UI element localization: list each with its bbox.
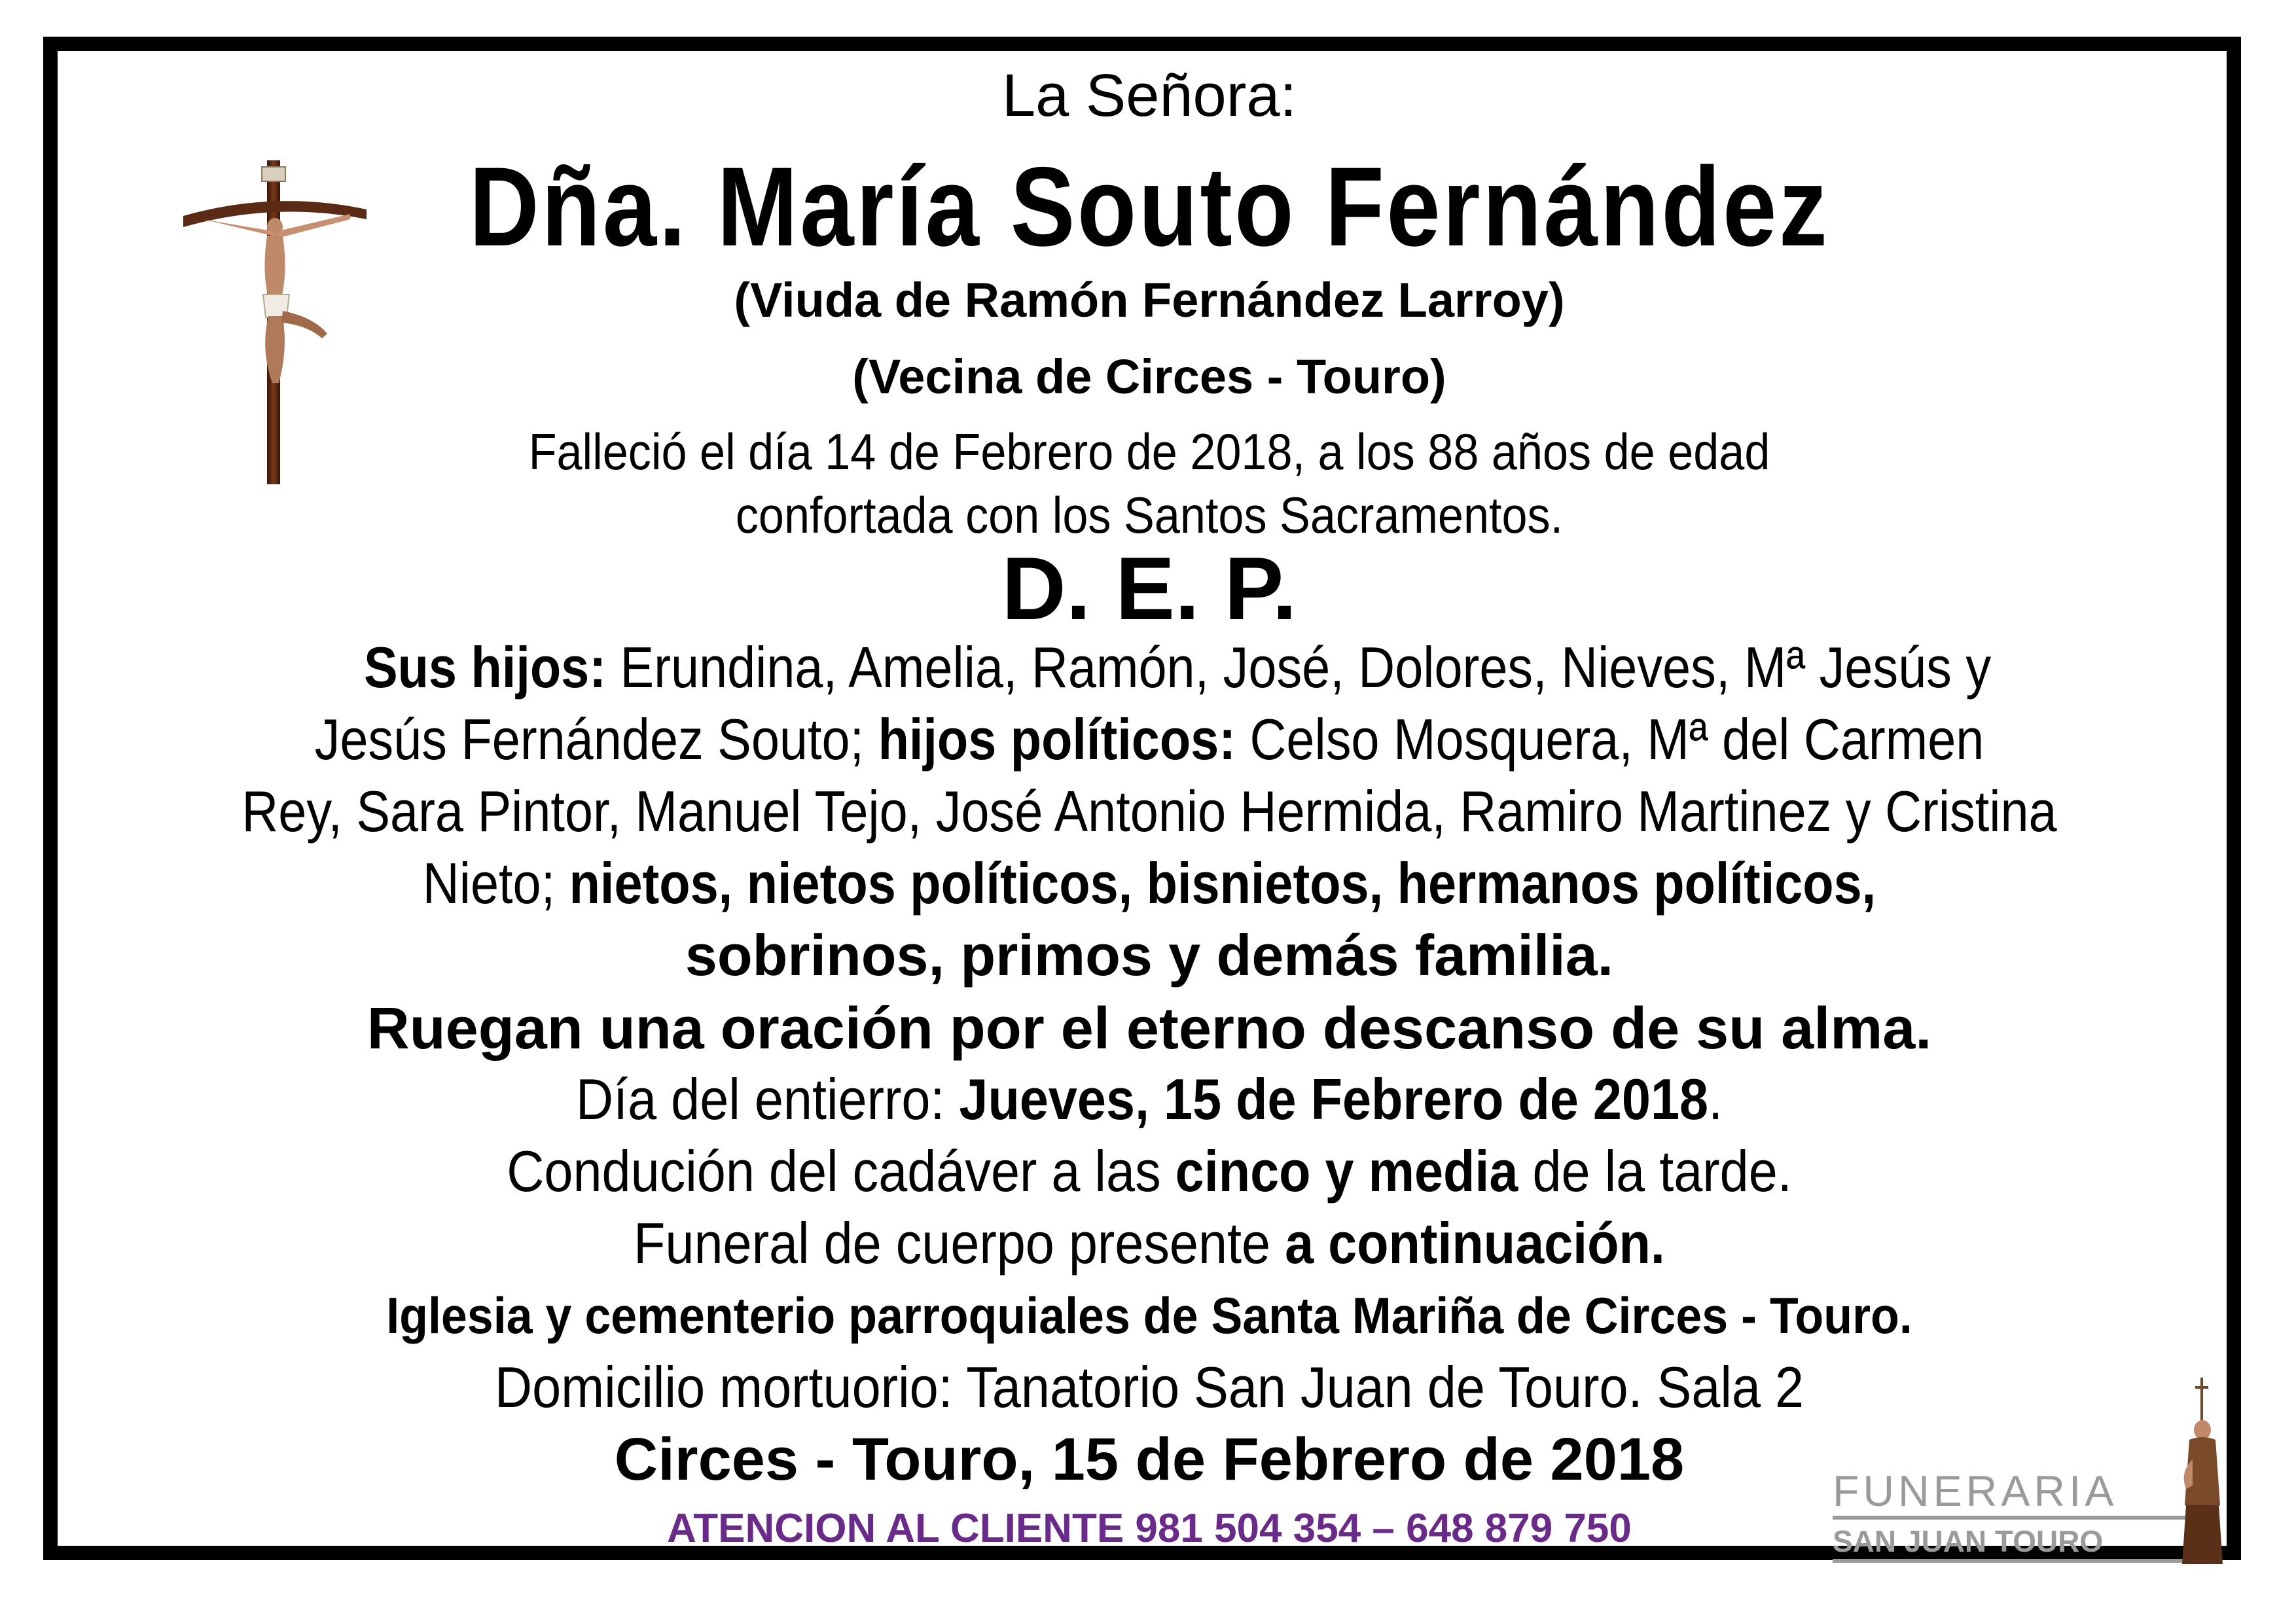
burial-line <box>198 1068 2102 1132</box>
prayer-request: Ruegan una oración por el eterno descanso de su alma. <box>367 996 1932 1061</box>
deceased-name: Dña. María Souto Fernández <box>469 144 1830 270</box>
children-label: Sus hijos: <box>363 635 606 700</box>
logo-word-san-juan-touro: SAN JUAN TOURO <box>1833 1524 2199 1563</box>
saint-figure-icon <box>2166 1374 2238 1571</box>
logo-word-funeraria: FUNERARIA <box>1833 1466 2199 1520</box>
conduction-line <box>198 1140 2102 1204</box>
grandchildren-list: nietos, nietos políticos, bisnietos, hermanos políticos, <box>569 851 1876 916</box>
children-surname: Jesús Fernández Souto; <box>314 707 878 772</box>
widow-of: (Viuda de Ramón Fernández Larroy) <box>734 273 1565 327</box>
funeral-home-logo <box>1833 1374 2238 1571</box>
burial-period: . <box>1708 1067 1723 1132</box>
family-line-5: sobrinos, primos y demás familia. <box>685 923 1614 988</box>
burial-label: Día del entierro: <box>575 1067 960 1132</box>
conduction-time: cinco y media <box>1175 1139 1518 1204</box>
children-names: Erundina, Amelia, Ramón, José, Dolores, Nieves, Mª Jesús y <box>605 635 1992 700</box>
funeral-text: Funeral de cuerpo presente <box>634 1211 1285 1275</box>
family-line-3: Rey, Sara Pintor, Manuel Tejo, José Antonio Hermida, Ramiro Martinez y Cristina <box>242 779 2057 844</box>
conduction-text: Condución del cadáver a las <box>507 1139 1175 1204</box>
place-date: Circes - Touro, 15 de Febrero de 2018 <box>614 1426 1685 1493</box>
funeral-timing: a continuación. <box>1285 1211 1665 1275</box>
funeral-line <box>198 1212 2102 1275</box>
domicile-line: Domicilio mortuorio: Tanatorio San Juan de Touro. Sala 2 <box>494 1355 1804 1419</box>
family-line-2 <box>219 708 2080 772</box>
resident-of: (Vecina de Circes - Touro) <box>852 349 1446 404</box>
church-line: Iglesia y cementerio parroquiales de Santa Mariña de Circes - Touro. <box>386 1287 1912 1344</box>
death-line-1: Falleció el día 14 de Febrero de 2018, a los 88 años de edad <box>528 423 1770 480</box>
in-laws-names: Celso Mosquera, Mª del Carmen <box>1235 707 1984 772</box>
burial-date: Jueves, 15 de Febrero de 2018 <box>959 1067 1709 1132</box>
title-prefix: La Señora: <box>1001 62 1297 129</box>
in-laws-label: hijos políticos: <box>878 707 1236 772</box>
family-line-4 <box>219 852 2080 916</box>
in-laws-surname: Nieto; <box>422 851 569 916</box>
conduction-end: de la tarde. <box>1518 1139 1792 1204</box>
customer-service-phone: ATENCION AL CLIENTE 981 504 354 – 648 879 750 <box>667 1506 1632 1551</box>
death-line-2: confortada con los Santos Sacramentos. <box>735 486 1564 544</box>
rip: D. E. P. <box>1001 539 1297 638</box>
family-line-1 <box>219 636 2080 700</box>
